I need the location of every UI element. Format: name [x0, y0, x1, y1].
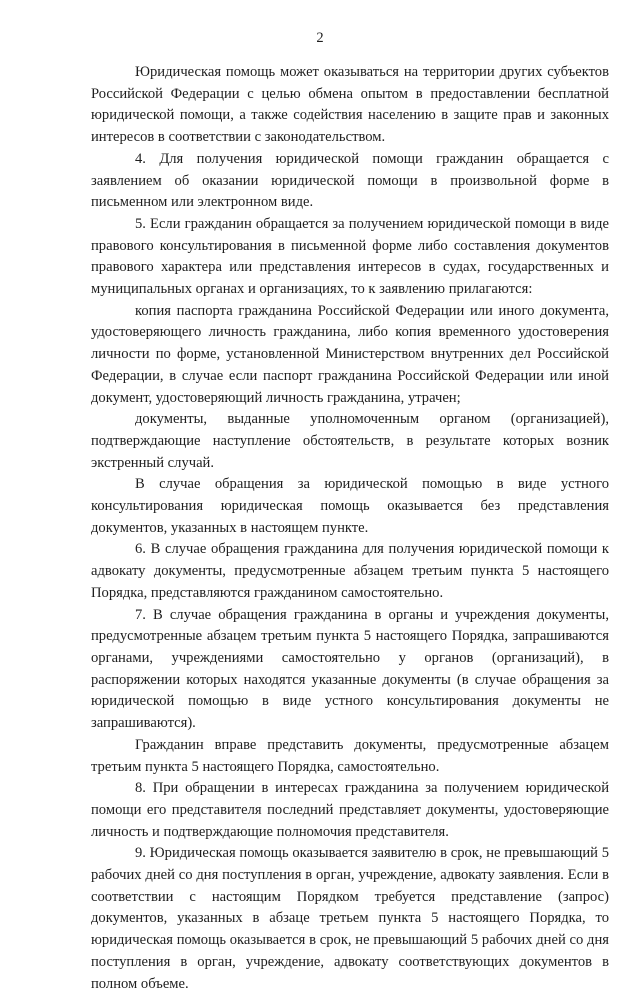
paragraph-item-4: 4. Для получения юридической помощи гражданин обращается с заявлением об оказании юридической помощи в произвольной форме в письменном или электронном виде. [91, 150, 609, 211]
paragraph-emergency-documents: документы, выданные уполномоченным органом (организацией), подтверждающие наступление обстоятельств, в результате которых возник экстренный случай. [91, 411, 609, 471]
paragraph-intro: Юридическая помощь может оказываться на территории других субъектов Российской Федерации с целью обмена опытом в предоставлении бесплатной юридической помощи, а также содействия населению в защите прав и законных интересов в соответствии с законодательством. [91, 64, 609, 146]
paragraph-item-7: 7. В случае обращения гражданина в органы и учреждения документы, предусмотренные абзацем третьим пункта 5 настоящего Порядка, запрашиваются органами, учреждениями самостоятельно у органов (организаций), в распоряжении которых находятся указанные документы (в случае обращения за юридической помощью в виде устного консультирования документы не запрашиваются). [91, 606, 609, 732]
paragraph-item-8: 8. При обращении в интересах гражданина за получением юридической помощи его представителя последний представляет документы, удостоверяющие личность и подтверждающие полномочия представителя. [91, 780, 609, 840]
paragraph-oral-consultation: В случае обращения за юридической помощью в виде устного консультирования юридическая помощь оказывается без представления документов, указанных в настоящем пункте. [91, 476, 609, 536]
document-body [91, 62, 609, 995]
page-number: 2 [316, 30, 324, 46]
paragraph-item-9: 9. Юридическая помощь оказывается заявителю в срок, не превышающий 5 рабочих дней со дня поступления в орган, учреждение, адвокату заявления. Если в соответствии с настоящим Порядком требуется представление (запрос) документов, указанных в абзаце третьем пункта 5 настоящего Порядка, то юридическая помощь оказывается в срок, не превышающий 5 рабочих дней со дня поступления в орган, учреждение, адвокату соответствующих документов в полном объеме. [91, 845, 609, 992]
paragraph-passport-copy: копия паспорта гражданина Российской Федерации или иного документа, удостоверяющего личность гражданина, либо копия временного удостоверения личности по форме, установленной Министерством внутренних дел Российской Федерации, в случае если паспорт гражданина Российской Федерации или иной документ, удостоверяющий личность гражданина, утрачен; [91, 302, 609, 406]
paragraph-item-6: 6. В случае обращения гражданина для получения юридической помощи к адвокату документы, предусмотренные абзацем третьим пункта 5 настоящего Порядка, представляются гражданином самостоятельно. [91, 541, 609, 601]
paragraph-citizen-right: Гражданин вправе представить документы, предусмотренные абзацем третьим пункта 5 настоящего Порядка, самостоятельно. [91, 736, 609, 775]
paragraph-item-5: 5. Если гражданин обращается за получением юридической помощи в виде правового консультирования в письменной форме либо составления документов правового характера или представления интересов в судах, государственных и муниципальных органах и организациях, то к заявлению прилагаются: [91, 215, 609, 298]
